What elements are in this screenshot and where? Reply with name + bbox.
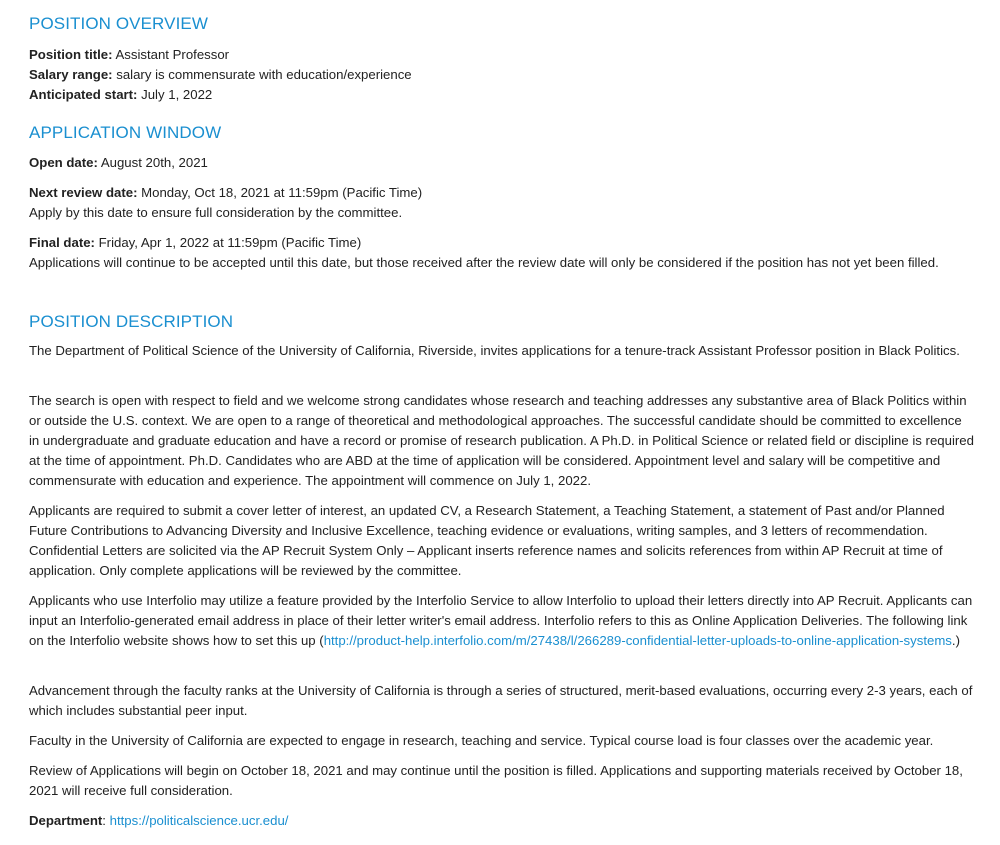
final-date-value: Friday, Apr 1, 2022 at 11:59pm (Pacific Time) xyxy=(98,235,362,250)
position-title-label: Position title: xyxy=(29,47,113,62)
salary-range-label: Salary range: xyxy=(29,67,113,82)
department-row xyxy=(29,811,288,831)
description-paragraph-3: Applicants are required to submit a cover letter of interest, an updated CV, a Research Statement, a Teaching Statement, a statement of Past and/or Planned Future Contributions to Advancing Diversity and Inclusive Excellence, teaching evidence or evaluations, writing samples, and 3 letters of recommendation. Confidential Letters are solicited via the AP Recruit System Only – Applicant inserts reference names and solicits references from within AP Recruit at time of application. Only complete applications will be reviewed by the committee. xyxy=(29,503,945,578)
anticipated-start-row xyxy=(29,85,212,105)
position-title-value: Assistant Professor xyxy=(115,47,230,62)
description-paragraph-6: Faculty in the University of California are expected to engage in research, teaching and service. Typical course load is four classes over the academic year. xyxy=(29,733,934,748)
description-paragraph-4 xyxy=(29,591,974,651)
next-review-date-value: Monday, Oct 18, 2021 at 11:59pm (Pacific Time) xyxy=(141,185,423,200)
interfolio-help-link[interactable]: http://product-help.interfolio.com/m/27438/l/266289-confidential-letter-uploads-to-online-application-systems xyxy=(323,633,952,648)
salary-range-value: salary is commensurate with education/experience xyxy=(116,67,412,82)
department-label: Department xyxy=(29,813,103,828)
department-separator: : xyxy=(102,813,110,828)
open-date-label: Open date: xyxy=(29,155,98,170)
next-review-date-label: Next review date: xyxy=(29,185,138,200)
anticipated-start-label: Anticipated start: xyxy=(29,87,138,102)
description-paragraph-2: The search is open with respect to field and we welcome strong candidates whose research and teaching addresses any substantive area of Black Politics within or outside the U.S. context. We are open to a range of theoretical and methodological approaches. The successful candidate should be committed to excellence in undergraduate and graduate education and have a record or promise of research publication. A Ph.D. in Political Science or related field or discipline is required at the time of appointment. Ph.D. Candidates who are ABD at the time of application will be considered. Appointment level and salary will be competitive and commensurate with education and experience. The appointment will commence on July 1, 2022. xyxy=(29,393,974,488)
salary-range-row xyxy=(29,65,412,85)
anticipated-start-value: July 1, 2022 xyxy=(141,87,213,102)
next-review-note: Apply by this date to ensure full consideration by the committee. xyxy=(29,205,403,220)
interfolio-text: Applicants who use Interfolio may utilize a feature provided by the Interfolio Service to allow Interfolio to upload their letters directly into AP Recruit. Applicants can input an Interfolio-generated email address in place of their letter writer's email address. Interfolio refers to this as Online Application Deliveries. The following link on the Interfolio website shows how to set this up ( xyxy=(29,593,973,648)
final-date-note: Applications will continue to be accepted until this date, but those received after the review date will only be considered if the position has not yet been filled. xyxy=(29,255,939,270)
description-paragraph-1: The Department of Political Science of the University of California, Riverside, invites applications for a tenure-track Assistant Professor position in Black Politics. xyxy=(29,343,960,358)
open-date-value: August 20th, 2021 xyxy=(100,155,208,170)
interfolio-text-end: .) xyxy=(951,633,960,648)
open-date-row xyxy=(29,153,208,173)
department-link[interactable]: https://politicalscience.ucr.edu/ xyxy=(109,813,289,828)
final-date-row xyxy=(29,233,361,253)
next-review-date-row xyxy=(29,183,422,203)
final-date-label: Final date: xyxy=(29,235,95,250)
description-paragraph-5: Advancement through the faculty ranks at the University of California is through a series of structured, merit-based evaluations, occurring every 2-3 years, each of which includes substantial peer input. xyxy=(29,683,973,718)
description-paragraph-7: Review of Applications will begin on October 18, 2021 and may continue until the position is filled. Applications and supporting materials received by October 18, 2021 will receive full consideration. xyxy=(29,763,963,798)
position-overview-heading: POSITION OVERVIEW xyxy=(29,14,208,33)
application-window-heading: APPLICATION WINDOW xyxy=(29,123,222,142)
position-title-row xyxy=(29,45,229,65)
position-description-heading: POSITION DESCRIPTION xyxy=(29,312,234,331)
